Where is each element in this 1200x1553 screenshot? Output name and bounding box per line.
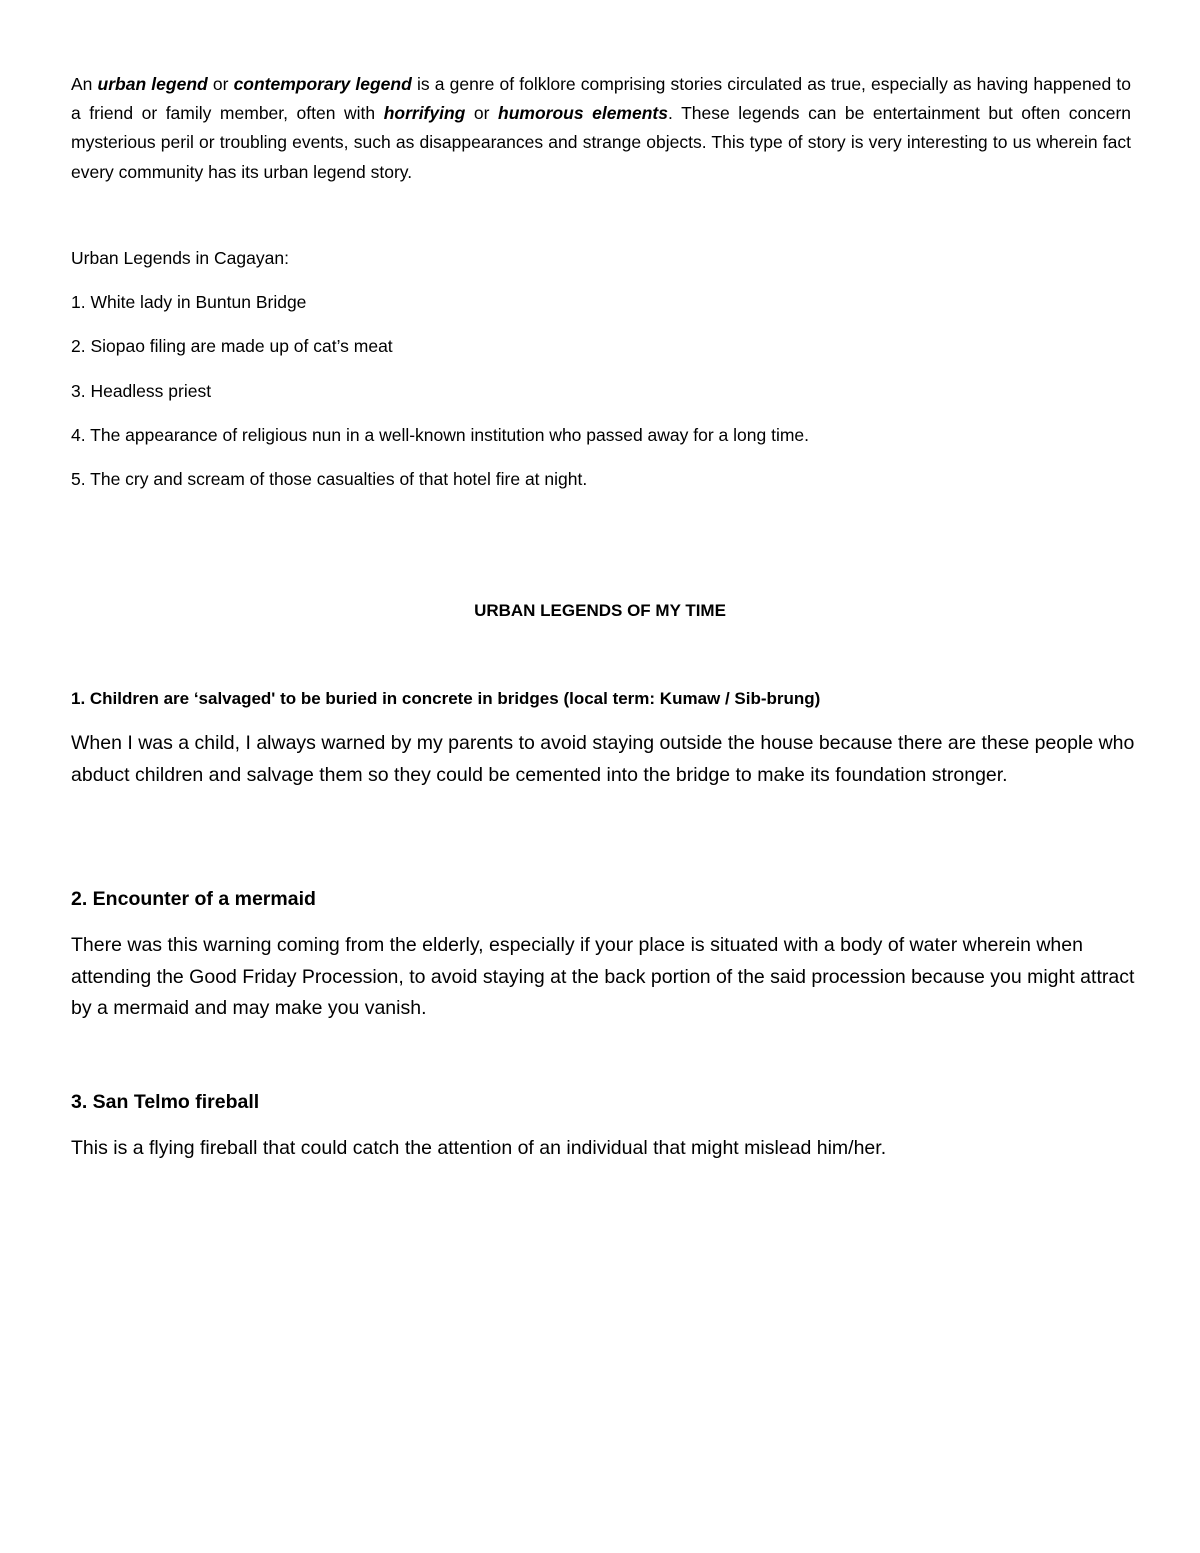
list-item: 2. Siopao filing are made up of cat’s meat bbox=[71, 336, 393, 357]
intro-paragraph bbox=[71, 70, 1131, 187]
story-title-mermaid: 2. Encounter of a mermaid bbox=[71, 888, 316, 910]
intro-text: . These legends can be entertainment but often concern mysterious peril or troubling events, such as disappearances and strange objects. This type of story is very interesting to us wherein fact every community has its urban legend story. bbox=[71, 103, 1131, 182]
list-item: 3. Headless priest bbox=[71, 380, 212, 401]
story-body-mermaid: There was this warning coming from the elderly, especially if your place is situated with a body of water wherein when attending the Good Friday Procession, to avoid staying at the back portion of the said procession because you might attract by a mermaid and may make you vanish. bbox=[71, 934, 1135, 1019]
story-title-fireball: 3. San Telmo fireball bbox=[71, 1091, 260, 1113]
term-humorous-elements: humorous elements bbox=[498, 103, 668, 124]
cagayan-list-heading: Urban Legends in Cagayan: bbox=[71, 248, 289, 268]
list-item: 4. The appearance of religious nun in a well-known institution who passed away for a long time. bbox=[71, 424, 810, 445]
cagayan-legend-list bbox=[71, 288, 809, 509]
intro-text: or bbox=[465, 103, 499, 124]
story-body-salvaged-children: When I was a child, I always warned by my parents to avoid staying outside the house because there are these people who abduct children and salvage them so they could be cemented into the bridge to make its foundation stronger. bbox=[71, 732, 1135, 786]
intro-text: is a genre of folklore comprising stories circulated as true, especially as having happened to a friend or family member, often with bbox=[71, 74, 1131, 124]
term-contemporary-legend: contemporary legend bbox=[233, 74, 412, 94]
section-title: URBAN LEGENDS OF MY TIME bbox=[474, 601, 726, 620]
list-item: 1. White lady in Buntun Bridge bbox=[71, 292, 307, 312]
intro-text: or bbox=[207, 74, 234, 94]
term-horrifying: horrifying bbox=[383, 103, 466, 124]
intro-text: An bbox=[71, 74, 98, 94]
story-title-salvaged-children: 1. Children are ‘salvaged' to be buried in concrete in bridges (local term: Kumaw / Sib-brung) bbox=[71, 689, 821, 708]
term-urban-legend: urban legend bbox=[97, 74, 208, 94]
list-item: 5. The cry and scream of those casualties of that hotel fire at night. bbox=[71, 469, 588, 490]
story-body-fireball: This is a flying fireball that could catch the attention of an individual that might mislead him/her. bbox=[71, 1137, 887, 1159]
